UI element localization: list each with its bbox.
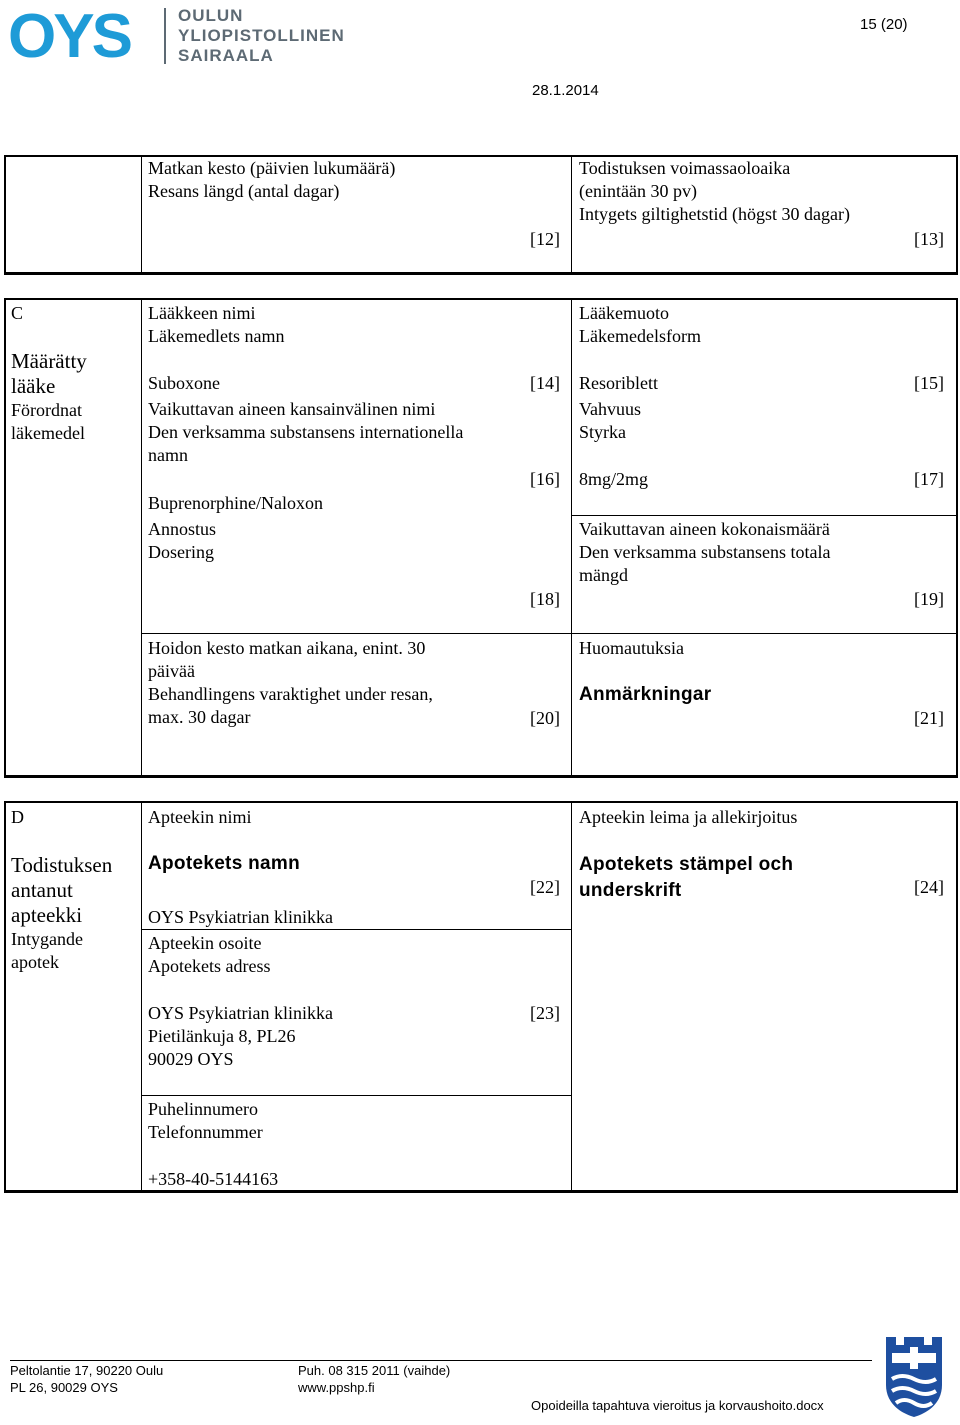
pharmacy-name-value: OYS Psykiatrian klinikka xyxy=(148,907,333,927)
section-c-letter: C xyxy=(11,303,24,323)
remarks-label-sv: Anmärkningar xyxy=(579,684,712,705)
section-d-letter: D xyxy=(11,807,24,827)
document-date: 28.1.2014 xyxy=(532,82,599,99)
oys-logo: OYS xyxy=(8,2,130,71)
remarks-label-fi: Huomautuksia xyxy=(579,638,684,658)
total-amount-label: Vaikuttavan aineen kokonaismäärä Den verksamma substansens totala mängd xyxy=(579,519,831,585)
field-ref-23: [23] xyxy=(530,1003,560,1023)
address-label: Apteekin osoite Apotekets adress xyxy=(148,933,271,976)
logo-divider xyxy=(164,8,166,64)
drug-name-label: Lääkkeen nimi Läkemedlets namn xyxy=(148,303,285,346)
footer-address: Peltolantie 17, 90220 Oulu PL 26, 90029 OYS xyxy=(10,1363,164,1395)
logo-hospital-name: OULUN YLIOPISTOLLINEN SAIRAALA xyxy=(178,6,345,65)
field-ref-18: [18] xyxy=(530,589,560,609)
field-ref-22: [22] xyxy=(530,877,560,897)
field-ref-21: [21] xyxy=(914,708,944,728)
footer-filename: Opoideilla tapahtuva vieroitus ja korvaushoito.docx xyxy=(531,1398,824,1413)
phone-value: +358-40-5144163 xyxy=(148,1169,279,1189)
field-ref-24: [24] xyxy=(914,877,944,897)
pharmacy-name-label-fi: Apteekin nimi xyxy=(148,807,252,827)
inn-label: Vaikuttavan aineen kansainvälinen nimi Den verksamma substansens internationella namn xyxy=(148,399,464,465)
section-d-label: Todistuksen antanut apteekki Intygande apotek xyxy=(11,853,113,972)
field-ref-16: [16] xyxy=(530,469,560,489)
drug-name-value: Suboxone xyxy=(148,373,220,393)
strength-label: Vahvuus Styrka xyxy=(579,399,641,442)
field-ref-20: [20] xyxy=(530,708,560,728)
dosage-label: Annostus Dosering xyxy=(148,519,217,562)
field-ref-13: [13] xyxy=(914,229,944,249)
field-ref-12: [12] xyxy=(530,229,560,249)
field-ref-17: [17] xyxy=(914,469,944,489)
strength-value: 8mg/2mg xyxy=(579,469,649,489)
treatment-duration-label: Hoidon kesto matkan aikana, enint. 30 päivää Behandlingens varaktighet under resan, max. 30 dagar xyxy=(148,638,433,727)
footer-rule xyxy=(10,1360,872,1361)
coat-of-arms-icon xyxy=(882,1333,946,1419)
field-ref-15: [15] xyxy=(914,373,944,393)
validity-label: Todistuksen voimassaoloaika (enintään 30 pv) Intygets giltighetstid (högst 30 dagar) xyxy=(579,158,850,224)
stamp-label-sv: Apotekets stämpel och underskrift xyxy=(579,854,794,901)
stamp-label-fi: Apteekin leima ja allekirjoitus xyxy=(579,807,798,827)
drug-form-label: Lääkemuoto Läkemedelsform xyxy=(579,303,701,346)
drug-form-value: Resoriblett xyxy=(579,373,658,393)
phone-label: Puhelinnumero Telefonnummer xyxy=(148,1099,263,1142)
pharmacy-name-label-sv: Apotekets namn xyxy=(148,853,301,874)
section-c-label: Määrätty lääke Förordnat läkemedel xyxy=(11,349,87,443)
inn-value: Buprenorphine/Naloxon xyxy=(148,493,323,513)
field-ref-19: [19] xyxy=(914,589,944,609)
address-value: OYS Psykiatrian klinikka Pietilänkuja 8, PL26 90029 OYS xyxy=(148,1003,333,1069)
footer-contact: Puh. 08 315 2011 (vaihde) www.ppshp.fi xyxy=(298,1363,451,1395)
trip-duration-label: Matkan kesto (päivien lukumäärä) Resans längd (antal dagar) xyxy=(148,158,396,201)
field-ref-14: [14] xyxy=(530,373,560,393)
page-number: 15 (20) xyxy=(860,16,908,33)
